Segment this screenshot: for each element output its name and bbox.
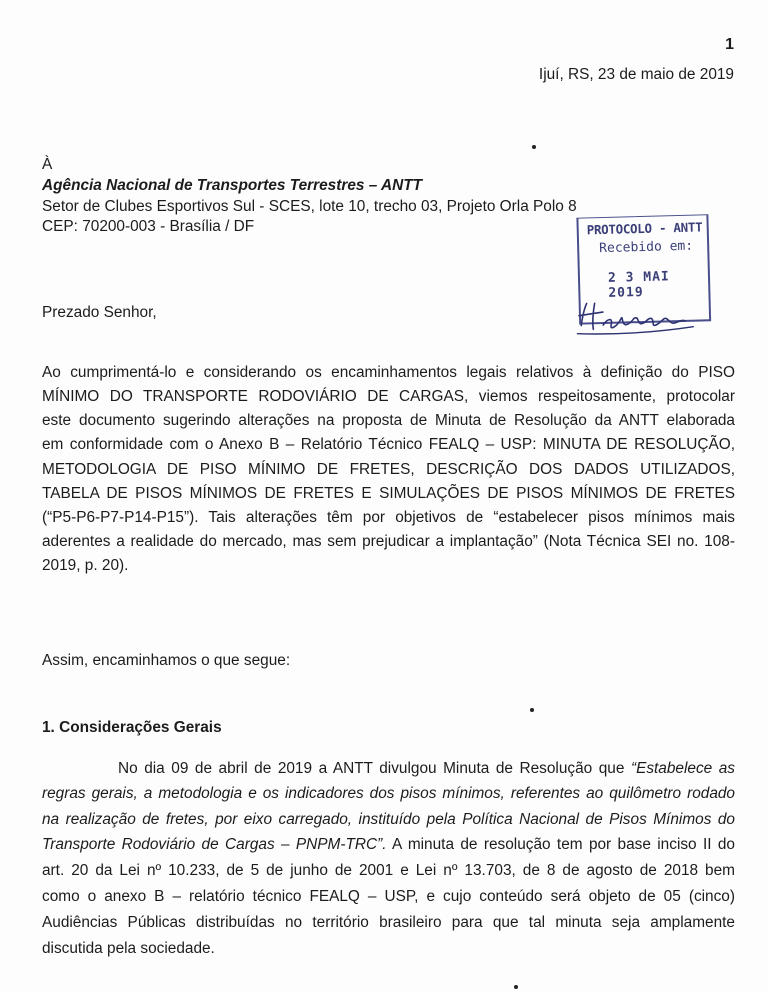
recipient-name: Agência Nacional de Transportes Terrestres – ANTT (42, 177, 423, 194)
closing-intro: Assim, encaminhamos o que segue: (42, 652, 291, 669)
stamp-received-label: Recebido em: (599, 238, 694, 257)
section-line (118, 758, 735, 780)
intro-line: METODOLOGIA DE PISO MÍNIMO DE FRETES, DESCRIÇÃO DOS DADOS UTILIZADOS, (42, 461, 735, 478)
intro-line: (“P5-P6-P7-P14-P15”). Tais alterações têm por objetivos de “estabelecer pisos mínimos mais (42, 509, 735, 526)
salutation: Prezado Senhor, (42, 304, 157, 321)
quoted-text: “Estabelece as (630, 760, 735, 777)
scan-speck (514, 985, 518, 989)
quoted-text: Transporte Rodoviário de Cargas – PNPM-TRC”. (42, 836, 387, 853)
section-text: A minuta de resolução tem por base inciso II do (386, 836, 735, 853)
section-line: art. 20 da Lei nº 10.233, de 5 de junho de 2001 e Lei nº 13.703, de 8 de agosto de 2018 bem (42, 862, 735, 879)
section-text: No dia 09 de abril de 2019 a ANTT divulgou Minuta de Resolução que (118, 760, 631, 777)
intro-line: Ao cumprimentá-lo e considerando os encaminhamentos legais relativos à definição do PISO (42, 364, 735, 381)
place-date: Ijuí, RS, 23 de maio de 2019 (538, 66, 734, 83)
intro-line: TABELA DE PISOS MÍNIMOS DE FRETES E SIMULAÇÕES DE PISOS MÍNIMOS DE FRETES (42, 485, 735, 502)
intro-line: este documento sugerindo alterações na proposta de Minuta de Resolução da ANTT elaborada (42, 412, 735, 429)
recipient-address-line2: CEP: 70200-003 - Brasília / DF (42, 218, 255, 235)
section-heading: 1. Considerações Gerais (42, 719, 222, 736)
stamp-title: PROTOCOLO - ANTT (586, 219, 703, 238)
section-line: discutida pela sociedade. (42, 940, 215, 957)
stamp-date: 2 3 MAI 2019 (607, 269, 670, 301)
handwritten-signature (572, 292, 713, 340)
scan-speck (532, 145, 536, 149)
protocol-stamp (570, 214, 713, 342)
section-line: regras gerais, a metodologia e os indicadores dos pisos mínimos, referentes ao quilômetro rodado (42, 785, 735, 802)
intro-line: 2019, p. 20). (42, 557, 129, 574)
recipient-address-line1: Setor de Clubes Esportivos Sul - SCES, lote 10, trecho 03, Projeto Orla Polo 8 (42, 198, 577, 215)
recipient-prefix: À (42, 156, 53, 173)
section-line (42, 834, 735, 856)
intro-line: em conformidade com o Anexo B – Relatório Técnico FEALQ – USP: MINUTA DE RESOLUÇÃO, (42, 436, 735, 453)
intro-line: MÍNIMO DO TRANSPORTE RODOVIÁRIO DE CARGAS, viemos respeitosamente, protocolar (42, 388, 735, 405)
intro-line: aderentes a realidade do mercado, mas sem prejudicar a implantação” (Nota Técnica SEI no. 108- (42, 533, 735, 550)
scan-speck (530, 708, 534, 712)
section-line: na realização de fretes, por eixo carregado, instituído pela Política Nacional de Pisos Mínimos do (42, 811, 735, 828)
section-line: Audiências Públicas distribuídas no território brasileiro para que tal minuta seja amplamente (42, 914, 735, 931)
section-line: como o anexo B – relatório técnico FEALQ – USP, e cujo conteúdo será objeto de 05 (cinco) (42, 888, 735, 905)
page-number: 1 (725, 36, 734, 53)
